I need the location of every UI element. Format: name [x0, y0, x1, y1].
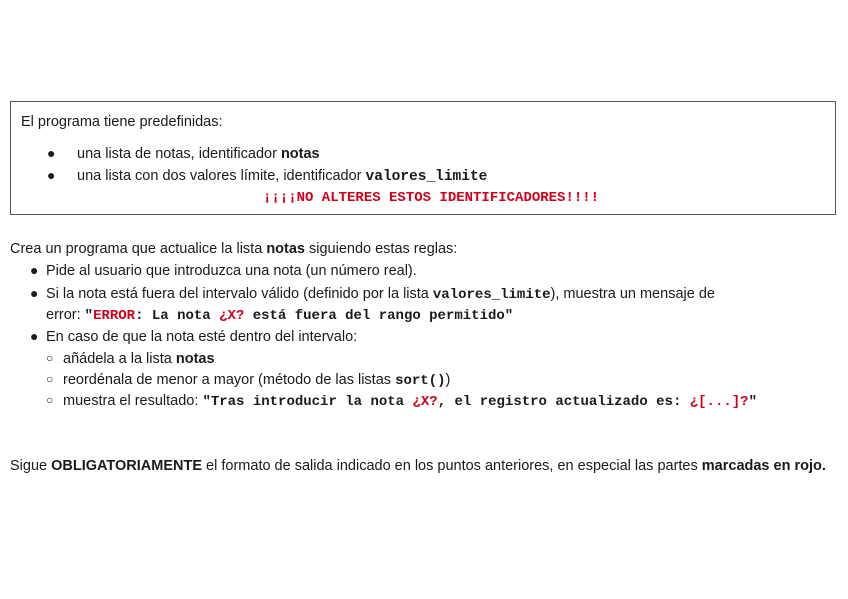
emphasis-marcadas-en-rojo: marcadas en rojo.: [701, 458, 826, 474]
emphasis-obligatoriamente: OBLIGATORIAMENTE: [51, 458, 203, 474]
predefined-box: [10, 101, 836, 215]
identifier-notas: notas: [175, 351, 215, 367]
bullet-icon: ●: [30, 262, 39, 278]
circle-bullet-icon: ○: [46, 351, 54, 365]
footer-note: Sigue OBLIGATORIAMENTE el formato de salida indicado en los puntos anteriores, en especial las partes marcadas en rojo.: [10, 458, 826, 474]
box-item-text: una lista de notas, identificador: [77, 146, 281, 162]
box-intro: El programa tiene predefinidas:: [21, 114, 223, 130]
identifier-valores-limite: valores_limite: [432, 287, 551, 303]
bullet-icon: ●: [30, 285, 39, 301]
error-message-format: "ERROR: La nota ¿X? está fuera del rango permitido": [84, 308, 514, 324]
box-item-text: una lista con dos valores límite, identificador: [77, 168, 366, 184]
bullet-icon: ●: [30, 328, 39, 344]
warning-text: ¡¡¡¡NO ALTERES ESTOS IDENTIFICADORES!!!!: [263, 190, 600, 206]
task-intro: Crea un programa que actualice la lista notas siguiendo estas reglas:: [10, 241, 458, 257]
circle-bullet-icon: ○: [46, 393, 54, 407]
result-message-format: "Tras introducir la nota ¿X?, el registro actualizado es: ¿[...]?": [202, 394, 757, 410]
identifier-notas: notas: [266, 241, 305, 257]
circle-bullet-icon: ○: [46, 372, 54, 386]
bullet-icon: ●: [47, 167, 56, 183]
bullet-icon: ●: [47, 145, 56, 161]
identifier-valores-limite: valores_limite: [365, 169, 488, 185]
method-sort: sort(): [395, 373, 446, 389]
identifier-notas: notas: [280, 146, 320, 162]
